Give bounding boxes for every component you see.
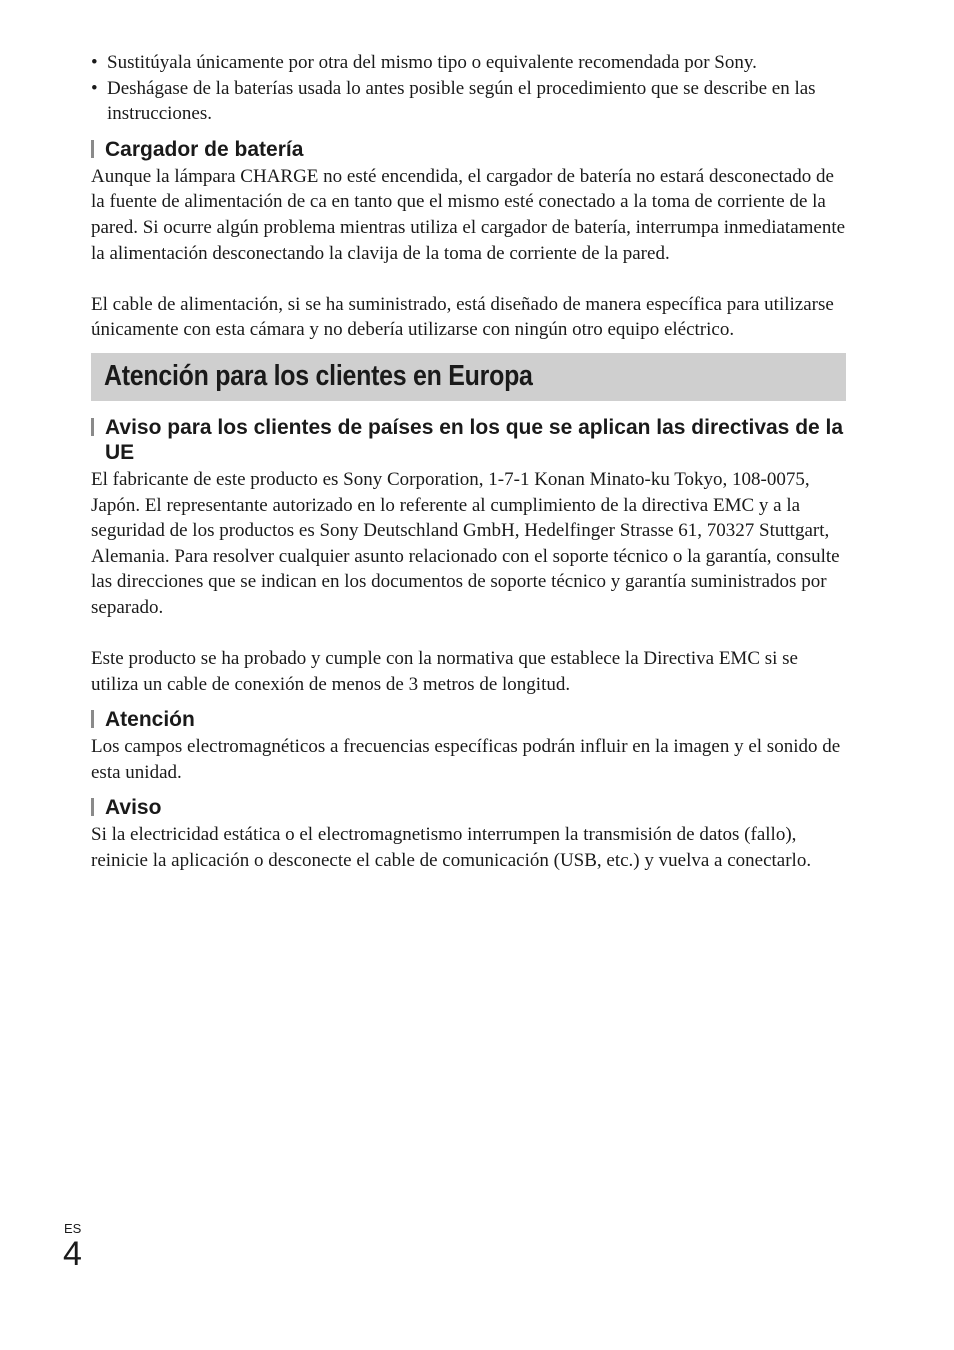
bullet-symbol: • (91, 52, 98, 73)
eu-notice-paragraph-1: El fabricante de este producto es Sony Corporation, 1-7-1 Konan Minato-ku Tokyo, 108-0075, Japón. El representante autorizado en lo referente al cumplimiento de la directiva EMC y a la seguridad de los productos es Sony Deutschland GmbH, Hedelfinger Strasse 61, 70327 Stuttgart, Alemania. Para resolver cualquier asunto relacionado con el soporte técnico o la garantía, consulte las direcciones que se indican en los documentos de soporte técnico y garantía suministrados por separado. (91, 468, 840, 618)
language-code: ES (64, 1221, 82, 1236)
page-footer (64, 1222, 82, 1272)
eu-notice-heading-text: Aviso para los clientes de países en los que se aplican las directivas de la UE (105, 415, 844, 464)
paragraph-spacer (91, 266, 846, 292)
section-title: Atención para los clientes en Europa (104, 360, 533, 393)
bullet-text: Deshágase de la baterías usada lo antes posible según el procedimiento que se describe en las instrucciones. (107, 77, 816, 125)
charger-heading (91, 137, 846, 162)
bullet-text: Sustitúyala únicamente por otra del mismo tipo o equivalente recomendada por Sony. (107, 52, 757, 73)
heading-bar-icon (91, 798, 94, 816)
eu-notice-heading (91, 415, 846, 465)
attention-heading-text: Atención (105, 708, 195, 732)
aviso-heading-text: Aviso (105, 796, 162, 820)
eu-notice-paragraph-2: Este producto se ha probado y cumple con la normativa que establece la Directiva EMC si se utiliza un cable de conexión de menos de 3 metros de longitud. (91, 648, 798, 695)
attention-paragraph: Los campos electromagnéticos a frecuencias específicas podrán influir en la imagen y el sonido de esta unidad. (91, 736, 841, 783)
bullet-item (91, 50, 846, 76)
paragraph-spacer (91, 621, 846, 647)
heading-bar-icon (91, 418, 94, 436)
charger-paragraph-2: El cable de alimentación, si se ha suministrado, está diseñado de manera específica para utilizarse únicamente con esta cámara y no debería utilizarse con ningún otro equipo eléctrico. (91, 293, 834, 341)
charger-heading-text: Cargador de batería (105, 137, 304, 161)
aviso-paragraph: Si la electricidad estática o el electromagnetismo interrumpen la transmisión de datos (fallo), reinicie la aplicación o desconecte el cable de comunicación (USB, etc.) y vuelva a conectarlo. (91, 824, 812, 872)
aviso-heading (91, 795, 846, 820)
bullet-list (91, 50, 846, 127)
heading-bar-icon (91, 140, 94, 158)
page-number: 4 (63, 1235, 82, 1273)
bullet-item (91, 76, 846, 127)
document-page (91, 50, 846, 874)
attention-heading (91, 707, 846, 732)
charger-paragraph-1: Aunque la lámpara CHARGE no esté encendida, el cargador de batería no estará desconectado de la fuente de alimentación de ca en tanto que el mismo esté conectado a la toma de corriente de la pared. Si ocurre algún problema mientras utiliza el cargador de batería, interrumpa inmediatamente la alimentación desconectando la clavija de la toma de corriente de la pared. (91, 165, 846, 264)
bullet-symbol: • (91, 77, 98, 99)
heading-bar-icon (91, 710, 94, 728)
section-banner (91, 353, 846, 401)
